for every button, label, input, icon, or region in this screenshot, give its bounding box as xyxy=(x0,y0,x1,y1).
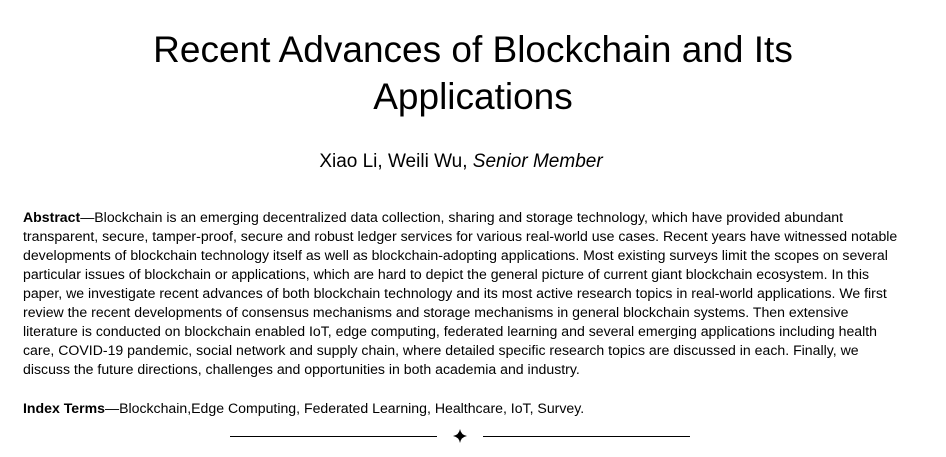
section-divider xyxy=(230,426,690,446)
author-line xyxy=(0,150,922,174)
title-line-1: Recent Advances of Blockchain and Its xyxy=(153,29,793,70)
author-names: Xiao Li, Weili Wu, xyxy=(319,151,468,172)
index-terms-label: Index Terms xyxy=(23,400,105,416)
author-role: Senior Member xyxy=(472,151,603,172)
diamond-icon xyxy=(453,429,467,443)
abstract-label: Abstract xyxy=(23,209,81,225)
paper-title xyxy=(0,26,946,120)
index-terms-text: —Blockchain,Edge Computing, Federated Learning, Healthcare, IoT, Survey. xyxy=(104,400,585,416)
divider-line-left xyxy=(230,436,437,437)
title-line-2: Applications xyxy=(373,76,573,117)
index-terms xyxy=(23,399,903,418)
abstract-text: —Blockchain is an emerging decentralized data collection, sharing and storage technology, which have provided abundant transparent, secure, tamper-proof, secure and robust ledger services for various real-world use cases. Recent years have witnessed notable developments of blockchain technology itself as well as blockchain-adopting applications. Most existing surveys limit the scopes on several particular issues of blockchain or applications, which are hard to depict the general picture of current giant blockchain ecosystem. In this paper, we investigate recent advances of both blockchain technology and its most active research topics in real-world applications. We first review the recent developments of consensus mechanisms and storage mechanisms in general blockchain systems. Then extensive literature is conducted on blockchain enabled IoT, edge computing, federated learning and several emerging applications including health care, COVID-19 pandemic, social network and supply chain, where detailed specific research topics are discussed in each. Finally, we discuss the future directions, challenges and opportunities in both academia and industry. xyxy=(23,209,898,377)
abstract-paragraph xyxy=(23,208,903,379)
divider-line-right xyxy=(483,436,690,437)
